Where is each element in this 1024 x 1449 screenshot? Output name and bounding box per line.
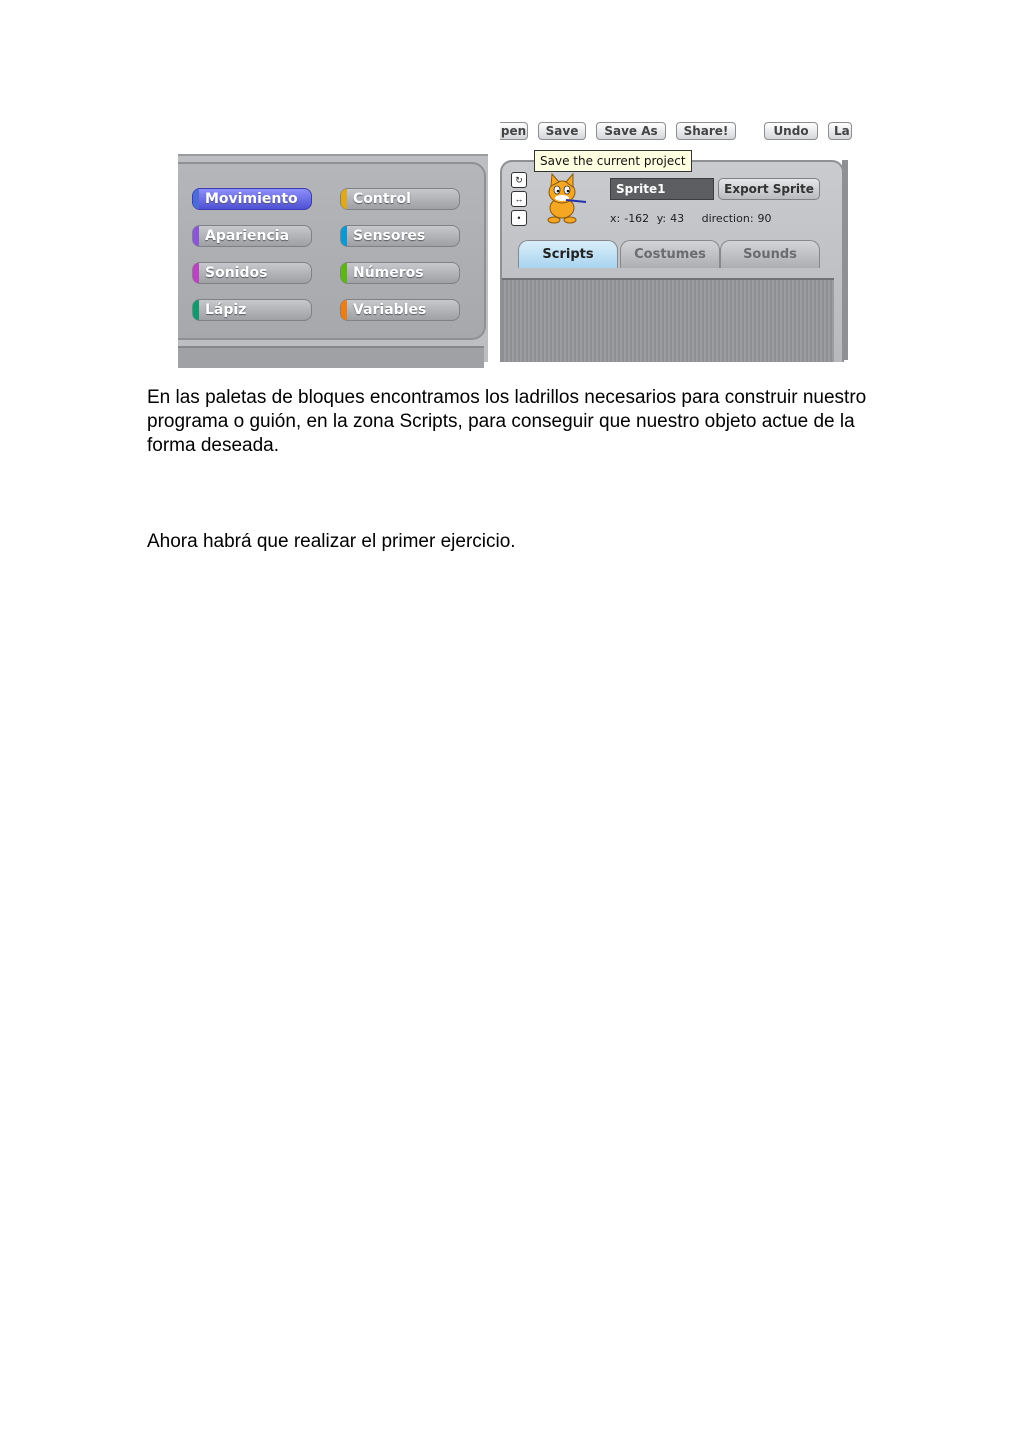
category-lapiz-button[interactable]	[192, 299, 312, 321]
open-button[interactable]: pen	[500, 124, 527, 138]
category-label: Movimiento	[205, 191, 298, 207]
scripts-area[interactable]	[502, 278, 834, 362]
category-sensores-button[interactable]	[340, 225, 460, 247]
rotation-style-controls	[511, 172, 527, 229]
sprite-cat-icon	[540, 172, 590, 226]
y-label: y:	[656, 212, 667, 225]
sprite-name-field[interactable]: Sprite1	[610, 178, 714, 200]
category-apariencia-button[interactable]	[192, 225, 312, 247]
undo-button[interactable]: Undo	[764, 122, 818, 140]
category-selector	[178, 162, 486, 340]
category-movimiento-button[interactable]	[192, 188, 312, 210]
category-color-stripe	[193, 189, 199, 209]
tab-sounds[interactable]: Sounds	[720, 240, 820, 268]
category-color-stripe	[193, 300, 199, 320]
category-color-stripe	[341, 300, 347, 320]
category-label: Apariencia	[205, 228, 290, 244]
category-color-stripe	[193, 263, 199, 283]
category-label: Control	[353, 191, 411, 207]
top-toolbar	[500, 120, 848, 144]
y-value: 43	[670, 212, 685, 225]
flip-icon[interactable]: ↔	[511, 191, 527, 207]
category-numeros-button[interactable]	[340, 262, 460, 284]
category-control-button[interactable]	[340, 188, 460, 210]
blocks-area	[178, 346, 484, 368]
no-rotate-icon[interactable]: •	[511, 210, 527, 226]
share-button[interactable]: Share!	[676, 122, 736, 140]
save-tooltip: Save the current project	[534, 150, 692, 172]
save-as-button[interactable]: Save As	[596, 122, 666, 140]
category-sonidos-button[interactable]	[192, 262, 312, 284]
category-color-stripe	[341, 263, 347, 283]
tab-scripts[interactable]: Scripts	[518, 240, 618, 268]
direction-label: direction:	[701, 212, 754, 225]
block-palette-panel	[178, 154, 488, 362]
export-sprite-button[interactable]: Export Sprite	[718, 178, 820, 200]
rotate-icon[interactable]: ↻	[511, 172, 527, 188]
paragraph-palettes: En las paletas de bloques encontramos los ladrillos necesarios para construir nuestro programa o guión, en la zona Scripts, para conseguir que nuestro objeto actue de la forma deseada.	[147, 387, 867, 456]
x-label: x:	[610, 212, 621, 225]
category-label: Variables	[353, 302, 427, 318]
x-value: -162	[624, 212, 650, 225]
language-button[interactable]: La	[828, 122, 852, 140]
category-variables-button[interactable]	[340, 299, 460, 321]
tab-costumes[interactable]: Costumes	[620, 240, 720, 268]
paragraph-exercise: Ahora habrá que realizar el primer ejercicio.	[147, 531, 516, 552]
category-label: Sensores	[353, 228, 426, 244]
panel-divider	[842, 160, 848, 360]
direction-value: 90	[757, 212, 772, 225]
scratch-screenshot	[178, 120, 848, 360]
category-color-stripe	[341, 189, 347, 209]
category-label: Números	[353, 265, 424, 281]
category-color-stripe	[341, 226, 347, 246]
save-button[interactable]: Save	[538, 122, 586, 140]
sprite-coordinates	[610, 212, 776, 225]
category-label: Sonidos	[205, 265, 268, 281]
category-color-stripe	[193, 226, 199, 246]
category-label: Lápiz	[205, 302, 247, 318]
